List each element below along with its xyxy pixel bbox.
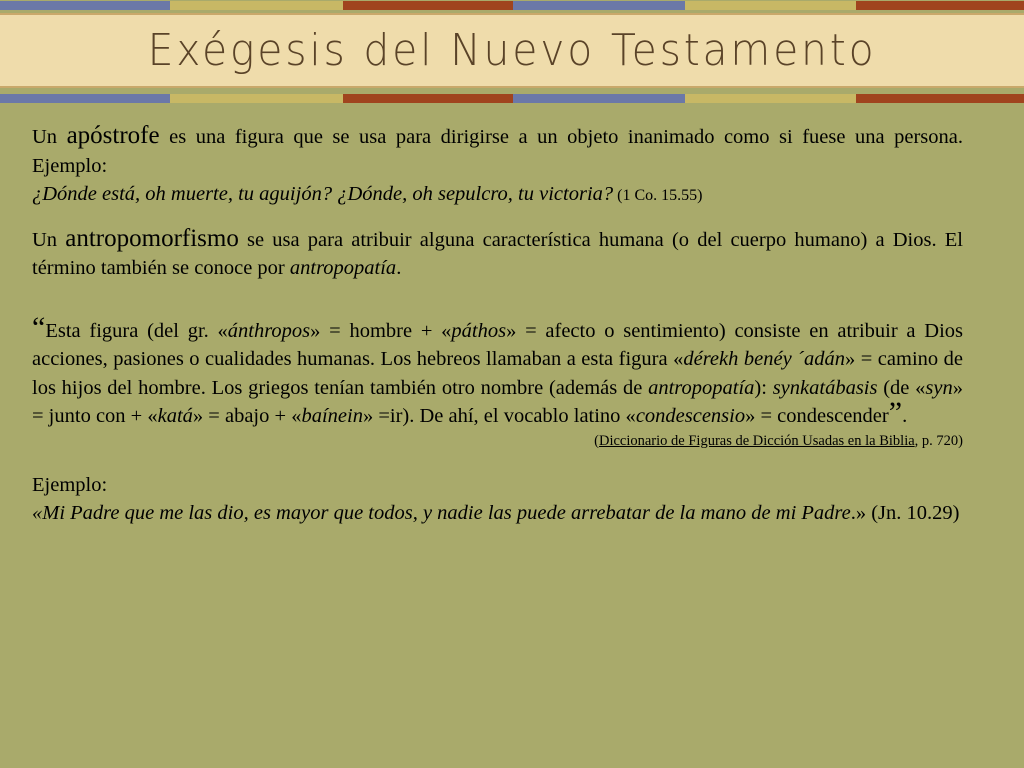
alt-term: antropopatía — [289, 257, 397, 279]
intro-text: Un — [32, 228, 66, 251]
example-label: Ejemplo: — [32, 473, 108, 496]
period: . — [902, 405, 908, 427]
quote-text: » = abajo + « — [192, 405, 302, 427]
quote-text: » = condescender — [745, 405, 889, 427]
definition-text: se usa para atribuir alguna característica humana (o del cuerpo humano) a Dios. El término también se conoce por — [32, 228, 963, 279]
quote-text: » = camino de los hijos del hombre. Los griegos tenían también otro nombre (además de — [32, 348, 963, 399]
quote-text: (de « — [877, 376, 926, 399]
close-quote-mark: ” — [888, 396, 903, 429]
intro-text: Un — [32, 126, 67, 148]
greek-term: syn — [925, 376, 953, 399]
quote-text: ): — [754, 376, 773, 399]
example-paragraph — [32, 499, 963, 528]
quote-paragraph — [32, 310, 964, 431]
stripe-segment — [170, 1, 343, 10]
citation-paren: ( — [594, 432, 599, 449]
citation-page: , p. 720) — [914, 432, 963, 449]
stripe-segment — [685, 94, 856, 103]
open-quote-mark: “ — [32, 310, 46, 344]
term-apostrofe: apóstrofe — [66, 122, 160, 149]
stripe-segment — [856, 1, 1024, 10]
greek-term: páthos — [451, 319, 507, 342]
quote-text: Esta figura (del gr. « — [45, 319, 228, 342]
period: . — [396, 257, 402, 279]
example-quote: «Mi Padre que me las dio, es mayor que todos, y nadie las puede arrebatar de la mano de mi Padre — [32, 502, 851, 524]
quote-text: » =ir). De ahí, el vocablo latino « — [362, 405, 636, 427]
stripe-segment — [343, 1, 513, 10]
stripe-segment — [0, 94, 170, 103]
stripe-segment — [513, 1, 685, 10]
stripe-segment — [343, 94, 513, 103]
stripe-segment — [513, 94, 685, 103]
term: antropopatía — [648, 376, 755, 399]
stripe-segment — [0, 1, 170, 10]
citation — [32, 431, 963, 451]
top-decorative-stripe — [0, 1, 1024, 10]
definition-text: es una figura que se usa para dirigirse a un objeto inanimado como si fuese una persona. Ejemplo: — [32, 126, 963, 177]
apostrofe-example — [32, 180, 963, 211]
citation-source-link[interactable]: Diccionario de Figuras de Dicción Usadas en la Biblia — [598, 432, 915, 449]
stripe-segment — [685, 1, 856, 10]
term-antropomorfismo: antropomorfismo — [65, 224, 239, 252]
example-quote: ¿Dónde está, oh muerte, tu aguijón? ¿Dónde, oh sepulcro, tu victoria? — [32, 183, 614, 205]
quote-text: » = afecto o sentimiento) consiste en atribuir a Dios acciones, pasiones o cualidades humanas. Los hebreos llamaban a esta figura « — [32, 319, 964, 370]
quote-text: » = junto con + « — [32, 376, 963, 427]
bible-reference: (Jn. 10.29) — [866, 502, 960, 524]
greek-term: synkatábasis — [772, 376, 878, 399]
closing-guillemet: .» — [850, 502, 867, 524]
bible-reference: (1 Co. 15.55) — [613, 187, 703, 204]
stripe-segment — [856, 94, 1024, 103]
greek-term: ánthropos — [227, 319, 311, 342]
quote-text: » = hombre + « — [310, 319, 452, 342]
bottom-decorative-stripe — [0, 94, 1024, 103]
apostrofe-paragraph — [32, 122, 963, 180]
latin-term: condescensio — [635, 405, 746, 427]
antropomorfismo-paragraph — [32, 225, 963, 283]
hebrew-term: dérekh benéy ´adán — [683, 348, 845, 370]
page-title: Exégesis del Nuevo Testamento — [147, 25, 877, 76]
greek-term: baínein — [301, 405, 363, 427]
greek-term: katá — [157, 405, 193, 427]
stripe-segment — [170, 94, 343, 103]
slide-body — [32, 122, 963, 528]
title-banner — [0, 13, 1024, 88]
